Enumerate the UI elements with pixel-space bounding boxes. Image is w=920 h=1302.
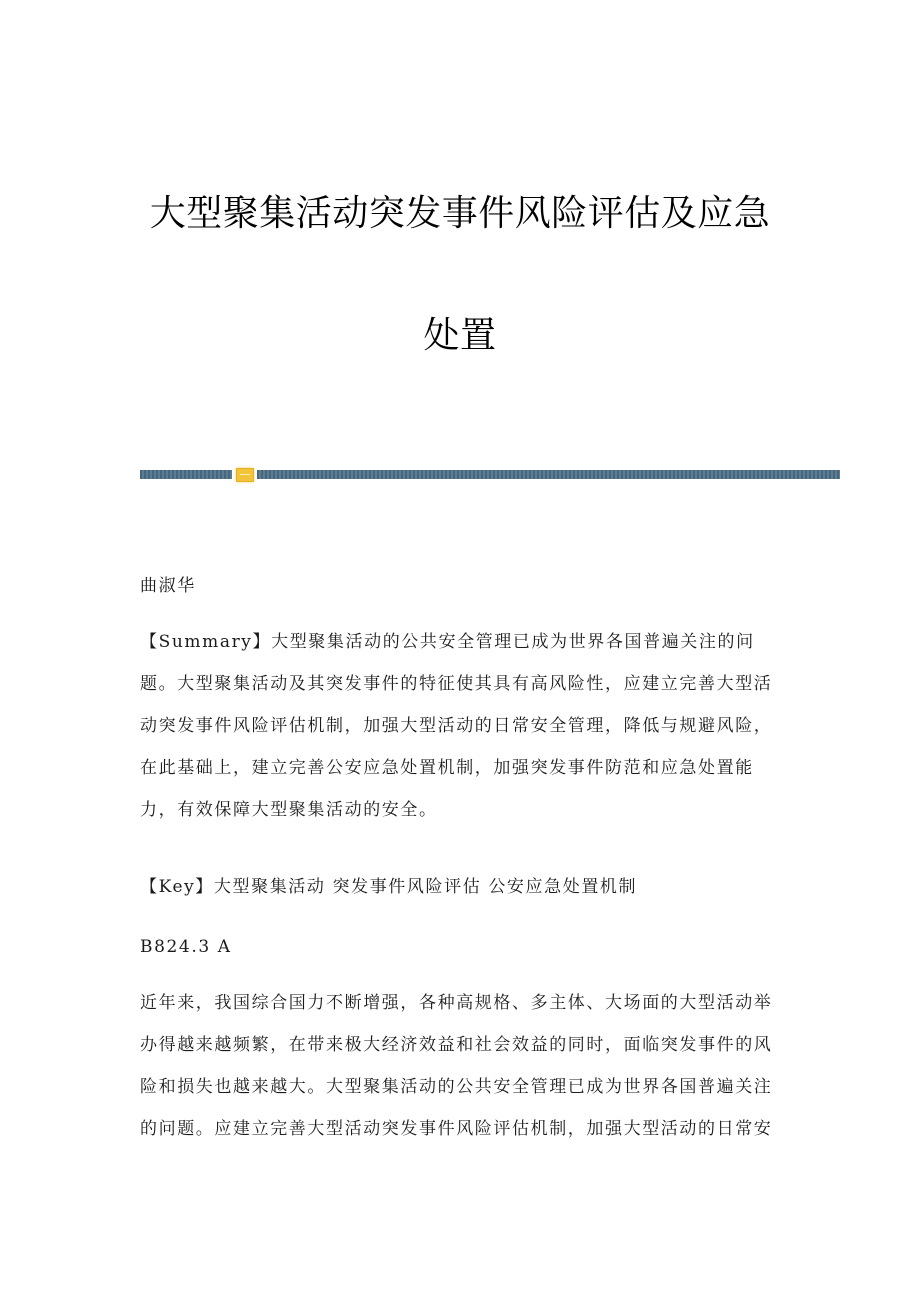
- title-divider-right: [257, 470, 840, 479]
- document-title-line-1: 大型聚集活动突发事件风险评估及应急: [149, 193, 771, 234]
- classification-code: B824.3 A: [140, 937, 232, 957]
- summary-paragraph: 【Summary】大型聚集活动的公共安全管理已成为世界各国普遍关注的问题。大型聚集活动及其突发事件的特征使其具有高风险性，应建立完善大型活动突发事件风险评估机制，加强大型活动的日常安全管理，降低与规避风险，在此基础上，建立完善公安应急处置机制，加强突发事件防范和应急处置能力，有效保障大型聚集活动的安全。: [140, 632, 773, 820]
- keywords-line: 【Key】大型聚集活动 突发事件风险评估 公安应急处置机制: [140, 877, 638, 897]
- body-paragraph: 近年来，我国综合国力不断增强，各种高规格、多主体、大场面的大型活动举办得越来越频繁，在带来极大经济效益和社会效益的同时，面临突发事件的风险和损失也越来越大。大型聚集活动的公共安全管理已成为世界各国普遍关注的问题。应建立完善大型活动突发事件风险评估机制，加强大型活动的日常安: [140, 993, 773, 1139]
- divider-ornament-icon: [236, 468, 254, 482]
- document-title-line-2: 处置: [423, 315, 497, 356]
- title-divider-left: [140, 470, 232, 479]
- author-name: 曲淑华: [140, 576, 196, 596]
